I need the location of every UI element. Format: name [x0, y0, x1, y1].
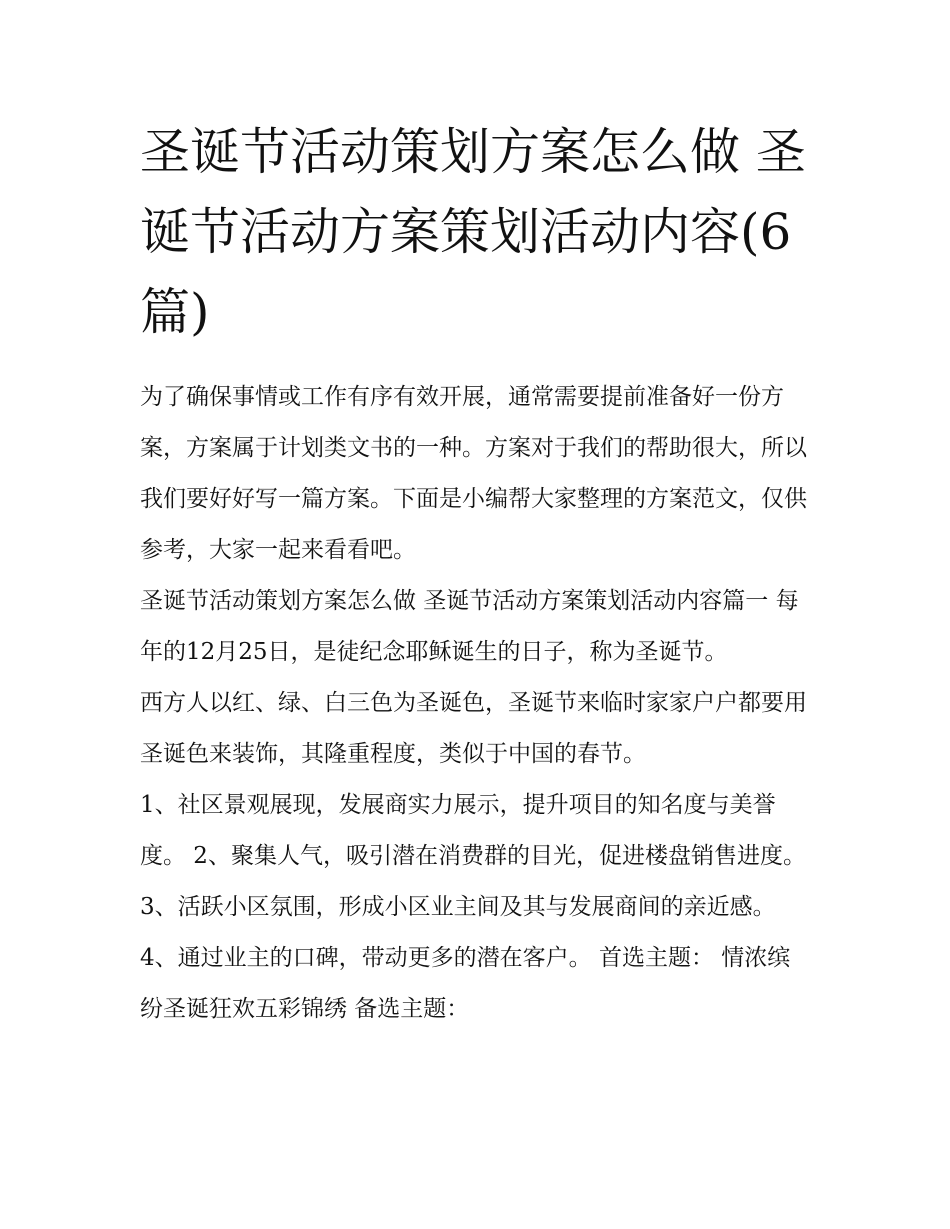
paragraph-intro: 为了确保事情或工作有序有效开展，通常需要提前准备好一份方案，方案属于计划类文书的一种。方案对于我们的帮助很大，所以我们要好好写一篇方案。下面是小编帮大家整理的方案范文，仅供参考，大家一起来看看吧。 [140, 384, 807, 563]
paragraph-christmas-colors: 西方人以红、绿、白三色为圣诞色，圣诞节来临时家家户户都要用圣诞色来装饰，其隆重程度，类似于中国的春节。 [140, 690, 807, 767]
paragraph-goals-1-2: 1、社区景观展现，发展商实力展示，提升项目的知名度与美誉度。 2、聚集人气，吸引潜在消费群的目光，促进楼盘销售进度。 [140, 792, 806, 869]
document-body [140, 372, 812, 1035]
document-page [140, 112, 812, 1035]
paragraph-goals-3-4: 3、活跃小区氛围，形成小区业主间及其与发展商间的亲近感。 4、通过业主的口碑，带动更多的潜在客户。 首选主题： 情浓缤纷圣诞狂欢五彩锦绣 备选主题： [140, 894, 791, 1022]
document-title: 圣诞节活动策划方案怎么做 圣诞节活动方案策划活动内容(6篇) [140, 123, 806, 341]
paragraph-section-one: 圣诞节活动策划方案怎么做 圣诞节活动方案策划活动内容篇一 每年的12月25日，是徒纪念耶稣诞生的日子，称为圣诞节。 [140, 588, 799, 665]
